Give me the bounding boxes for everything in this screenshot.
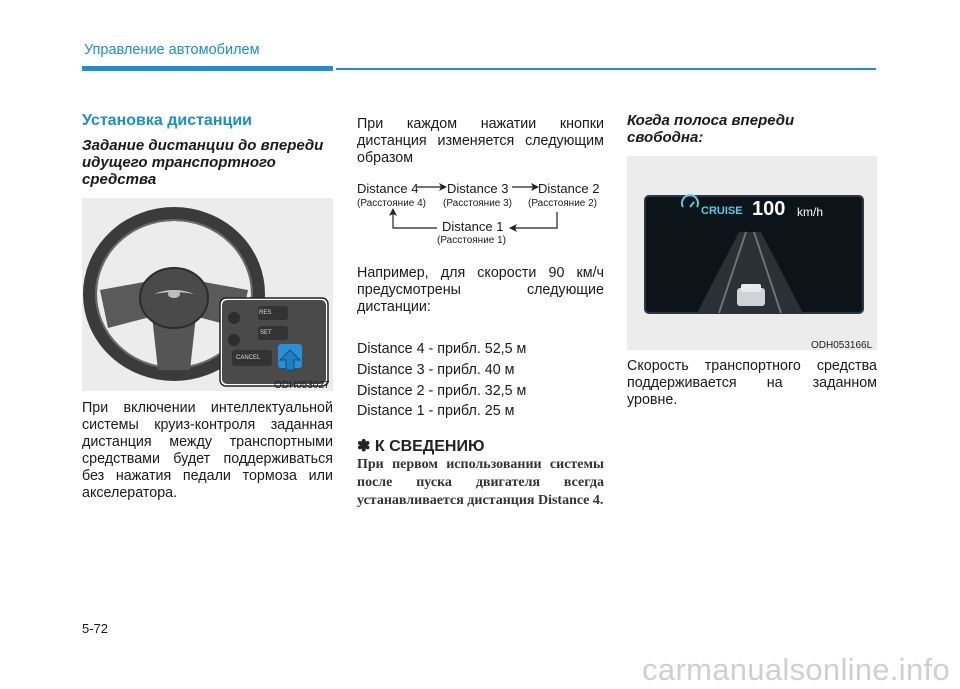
right-subheading: Когда полоса впереди свободна: xyxy=(627,112,795,146)
header-rule-thin xyxy=(336,68,876,70)
distance-4-sublabel: (Расстояние 4) xyxy=(357,198,427,209)
distance-item: Distance 2 - прибл. 32,5 м xyxy=(357,383,527,399)
cluster-display-illustration xyxy=(627,156,877,350)
middle-intro: При каждом нажатии кнопки дистанция изменяется следующим образом xyxy=(357,116,604,166)
note-title: ✽ К СВЕДЕНИЮ xyxy=(357,438,485,455)
res-button-label: RES xyxy=(259,310,272,316)
distance-4-label: Distance 4 xyxy=(357,181,419,196)
page-number: 5-72 xyxy=(82,621,109,636)
distance-3-sublabel: (Расстояние 3) xyxy=(443,198,513,209)
distance-diagram xyxy=(355,178,607,250)
distance-item: Distance 4 - прибл. 52,5 м xyxy=(357,341,527,357)
distance-2-label: Distance 2 xyxy=(538,181,600,196)
distance-item: Distance 1 - прибл. 25 м xyxy=(357,403,515,419)
steering-wheel-figure xyxy=(82,198,333,391)
section-title: Установка дистанции xyxy=(82,112,252,129)
cancel-button-label: CANCEL xyxy=(236,355,261,361)
distance-1-label: Distance 1 xyxy=(442,219,504,234)
steering-wheel-illustration xyxy=(82,198,333,391)
left-paragraph: При включении интеллектуальной системы круиз-контроля заданная дистанция между транспортными средствами будет поддерживаться без нажатия педали тормоза или акселератора. xyxy=(82,400,333,501)
middle-example: Например, для скорости 90 км/ч предусмотрены следующие дистанции: xyxy=(357,265,604,315)
header-rule-thick xyxy=(82,66,333,71)
note-body: При первом использовании системы после пуска двигателя всегда устанавливается дистанция Distance 4. xyxy=(357,457,604,508)
distance-2-sublabel: (Расстояние 2) xyxy=(528,198,598,209)
cluster-figure xyxy=(627,156,877,350)
set-button-label: SET xyxy=(260,330,272,336)
distance-3-label: Distance 3 xyxy=(447,181,509,196)
right-figure-code: ODH053166L xyxy=(811,340,873,351)
distance-1-sublabel: (Расстояние 1) xyxy=(437,235,507,246)
left-figure-code: ODH053027 xyxy=(274,380,330,391)
watermark: carmanualsonline.info xyxy=(642,652,950,687)
right-paragraph: Скорость транспортного средства поддерживается на заданном уровне. xyxy=(627,358,877,408)
cruise-mode-label: CRUISE xyxy=(701,205,743,217)
left-subheading: Задание дистанции до впереди идущего транспортного средства xyxy=(82,137,324,188)
cruise-speed-unit: km/h xyxy=(797,205,824,219)
distance-item: Distance 3 - прибл. 40 м xyxy=(357,362,515,378)
chapter-title: Управление автомобилем xyxy=(84,42,260,58)
cruise-speed-value: 100 xyxy=(752,198,786,220)
